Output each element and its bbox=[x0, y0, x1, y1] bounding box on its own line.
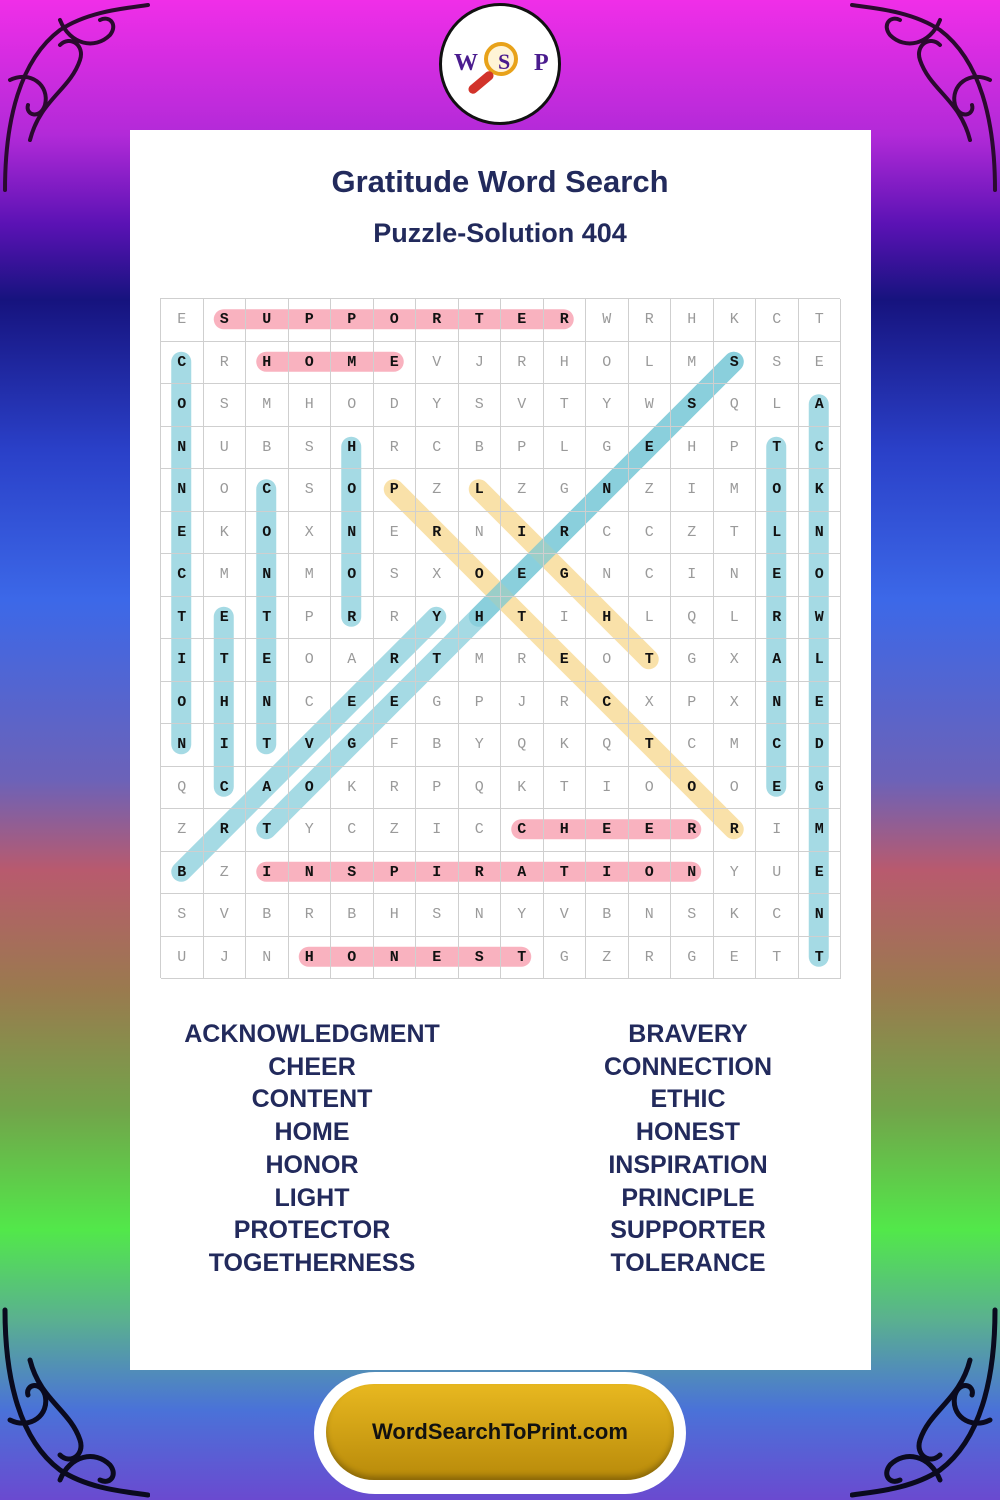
grid-cell[interactable]: C bbox=[161, 342, 204, 385]
grid-cell[interactable]: O bbox=[756, 469, 799, 512]
grid-cell[interactable]: S bbox=[289, 427, 332, 470]
page-subtitle: Puzzle-Solution 404 bbox=[373, 218, 627, 248]
grid-cell[interactable]: R bbox=[544, 682, 587, 725]
grid-cell[interactable]: O bbox=[586, 639, 629, 682]
word-list-right bbox=[508, 1018, 868, 1280]
grid-cell[interactable]: W bbox=[629, 384, 672, 427]
grid-cell[interactable]: U bbox=[246, 299, 289, 342]
grid-cell[interactable]: O bbox=[671, 767, 714, 810]
grid-cell[interactable]: C bbox=[289, 682, 332, 725]
grid-cell[interactable]: L bbox=[629, 597, 672, 640]
grid-cell[interactable]: N bbox=[586, 469, 629, 512]
grid-cell[interactable]: M bbox=[714, 724, 757, 767]
page-title: Gratitude Word Search bbox=[331, 164, 669, 199]
grid-cell[interactable]: Z bbox=[374, 809, 417, 852]
grid-cell[interactable]: E bbox=[501, 299, 544, 342]
website-link-button[interactable]: WordSearchToPrint.com bbox=[326, 1384, 674, 1480]
word-list-item: CONNECTION bbox=[603, 1052, 773, 1081]
grid-cell[interactable]: N bbox=[799, 894, 842, 937]
grid-cell[interactable]: O bbox=[714, 767, 757, 810]
ornament-bottom-left bbox=[0, 1300, 150, 1500]
grid-cell[interactable]: C bbox=[799, 427, 842, 470]
grid-cell[interactable]: C bbox=[204, 767, 247, 810]
wsp-logo[interactable] bbox=[439, 3, 561, 125]
grid-cell[interactable]: E bbox=[756, 554, 799, 597]
grid-cell[interactable]: O bbox=[246, 512, 289, 555]
grid-cell[interactable]: B bbox=[246, 427, 289, 470]
grid-cell[interactable]: E bbox=[501, 554, 544, 597]
grid-cell[interactable]: E bbox=[246, 639, 289, 682]
grid-cell[interactable]: N bbox=[586, 554, 629, 597]
grid-cell[interactable]: R bbox=[331, 597, 374, 640]
grid-cell[interactable]: R bbox=[671, 809, 714, 852]
logo-letter-w: W bbox=[454, 50, 478, 76]
grid-cell[interactable]: R bbox=[544, 512, 587, 555]
grid-cell[interactable]: Q bbox=[459, 767, 502, 810]
grid-cell[interactable]: S bbox=[331, 852, 374, 895]
grid-cell[interactable]: E bbox=[799, 852, 842, 895]
grid-cell[interactable]: C bbox=[756, 724, 799, 767]
grid-cell[interactable]: C bbox=[246, 469, 289, 512]
letter-grid bbox=[160, 298, 840, 978]
grid-cell[interactable]: P bbox=[714, 427, 757, 470]
grid-cell[interactable]: O bbox=[161, 682, 204, 725]
grid-cell[interactable]: S bbox=[671, 894, 714, 937]
grid-cell[interactable]: N bbox=[161, 427, 204, 470]
grid-cell[interactable]: B bbox=[161, 852, 204, 895]
grid-cell[interactable]: T bbox=[416, 639, 459, 682]
grid-cell[interactable]: K bbox=[544, 724, 587, 767]
grid-cell[interactable]: N bbox=[671, 852, 714, 895]
grid-cell[interactable]: B bbox=[331, 894, 374, 937]
grid-cell[interactable]: F bbox=[374, 724, 417, 767]
grid-cell[interactable]: Z bbox=[671, 512, 714, 555]
grid-cell[interactable]: O bbox=[629, 852, 672, 895]
grid-cell[interactable]: V bbox=[416, 342, 459, 385]
grid-cell[interactable]: T bbox=[459, 299, 502, 342]
grid-cell[interactable]: K bbox=[714, 299, 757, 342]
grid-cell[interactable]: E bbox=[629, 427, 672, 470]
grid-cell[interactable]: N bbox=[459, 512, 502, 555]
grid-cell[interactable]: A bbox=[756, 639, 799, 682]
grid-cell[interactable]: I bbox=[671, 554, 714, 597]
logo-letter-s: S bbox=[498, 49, 511, 74]
grid-cell[interactable]: N bbox=[161, 724, 204, 767]
grid-cell[interactable]: S bbox=[289, 469, 332, 512]
grid-cell[interactable]: T bbox=[246, 597, 289, 640]
grid-cell[interactable]: T bbox=[544, 384, 587, 427]
grid-cell[interactable]: M bbox=[289, 554, 332, 597]
grid-cell[interactable]: R bbox=[501, 342, 544, 385]
grid-cell[interactable]: N bbox=[756, 682, 799, 725]
grid-cell[interactable]: P bbox=[501, 427, 544, 470]
grid-cell[interactable]: R bbox=[416, 299, 459, 342]
grid-cell[interactable]: H bbox=[331, 427, 374, 470]
grid-cell[interactable]: M bbox=[671, 342, 714, 385]
grid-cell[interactable]: V bbox=[501, 384, 544, 427]
grid-cell[interactable]: Z bbox=[501, 469, 544, 512]
word-list-item: TOLERANCE bbox=[610, 1248, 766, 1277]
word-list-item: TOGETHERNESS bbox=[208, 1248, 416, 1277]
grid-cell[interactable]: I bbox=[756, 809, 799, 852]
word-list-item: HONOR bbox=[265, 1150, 359, 1179]
grid-cell[interactable]: O bbox=[204, 469, 247, 512]
grid-cell[interactable]: I bbox=[671, 469, 714, 512]
grid-cell[interactable]: D bbox=[799, 724, 842, 767]
grid-cell[interactable]: Y bbox=[416, 384, 459, 427]
grid-cell[interactable]: G bbox=[544, 937, 587, 980]
grid-cell[interactable]: P bbox=[374, 852, 417, 895]
grid-cell[interactable]: H bbox=[289, 937, 332, 980]
grid-cell[interactable]: O bbox=[459, 554, 502, 597]
grid-cell[interactable]: A bbox=[246, 767, 289, 810]
grid-cell[interactable]: P bbox=[374, 469, 417, 512]
grid-cell[interactable]: R bbox=[629, 937, 672, 980]
grid-cell[interactable]: S bbox=[671, 384, 714, 427]
grid-cell[interactable]: A bbox=[331, 639, 374, 682]
grid-cell[interactable]: E bbox=[714, 937, 757, 980]
grid-cell[interactable]: U bbox=[756, 852, 799, 895]
grid-cell[interactable]: T bbox=[246, 809, 289, 852]
grid-cell[interactable]: E bbox=[331, 682, 374, 725]
grid-cell[interactable]: L bbox=[459, 469, 502, 512]
grid-cell[interactable]: A bbox=[799, 384, 842, 427]
grid-cell[interactable]: T bbox=[714, 512, 757, 555]
word-list-item: CONTENT bbox=[251, 1085, 373, 1114]
grid-cell[interactable]: S bbox=[416, 894, 459, 937]
grid-cell[interactable]: E bbox=[161, 299, 204, 342]
grid-cell[interactable]: R bbox=[374, 597, 417, 640]
grid-cell[interactable]: I bbox=[204, 724, 247, 767]
grid-cell[interactable]: S bbox=[714, 342, 757, 385]
grid-cell[interactable]: G bbox=[544, 554, 587, 597]
grid-cell[interactable]: O bbox=[799, 554, 842, 597]
grid-cell[interactable]: R bbox=[416, 512, 459, 555]
grid-cell[interactable]: R bbox=[204, 342, 247, 385]
grid-cell[interactable]: N bbox=[289, 852, 332, 895]
grid-cell[interactable]: S bbox=[459, 937, 502, 980]
grid-cell[interactable]: E bbox=[756, 767, 799, 810]
word-search-grid bbox=[160, 298, 840, 978]
grid-cell[interactable]: E bbox=[374, 682, 417, 725]
grid-cell[interactable]: H bbox=[671, 427, 714, 470]
word-list-item: CHEER bbox=[268, 1052, 356, 1081]
grid-cell[interactable]: E bbox=[586, 809, 629, 852]
grid-cell[interactable]: S bbox=[374, 554, 417, 597]
grid-cell[interactable]: W bbox=[799, 597, 842, 640]
grid-cell[interactable]: R bbox=[629, 299, 672, 342]
grid-cell[interactable]: E bbox=[161, 512, 204, 555]
word-list-item: SUPPORTER bbox=[610, 1216, 766, 1245]
grid-cell[interactable]: I bbox=[246, 852, 289, 895]
grid-cell[interactable]: C bbox=[501, 809, 544, 852]
grid-cell[interactable]: P bbox=[671, 682, 714, 725]
grid-cell[interactable]: I bbox=[586, 852, 629, 895]
grid-cell[interactable]: R bbox=[501, 639, 544, 682]
grid-cell[interactable]: R bbox=[756, 597, 799, 640]
grid-cell[interactable]: C bbox=[331, 809, 374, 852]
grid-cell[interactable]: E bbox=[544, 639, 587, 682]
grid-cell[interactable]: O bbox=[161, 384, 204, 427]
grid-cell[interactable]: K bbox=[714, 894, 757, 937]
grid-cell[interactable]: U bbox=[204, 427, 247, 470]
grid-cell[interactable]: M bbox=[714, 469, 757, 512]
grid-cell[interactable]: J bbox=[501, 682, 544, 725]
grid-cell[interactable]: C bbox=[416, 427, 459, 470]
grid-cell[interactable]: T bbox=[756, 427, 799, 470]
grid-cell[interactable]: H bbox=[246, 342, 289, 385]
word-list-item: PRINCIPLE bbox=[621, 1183, 755, 1212]
grid-cell[interactable]: I bbox=[544, 597, 587, 640]
grid-cell[interactable]: Z bbox=[161, 809, 204, 852]
grid-cell[interactable]: R bbox=[289, 894, 332, 937]
grid-cell[interactable]: H bbox=[544, 809, 587, 852]
grid-cell[interactable]: S bbox=[204, 384, 247, 427]
grid-cell[interactable]: N bbox=[246, 682, 289, 725]
grid-cell[interactable]: S bbox=[756, 342, 799, 385]
grid-cell[interactable]: H bbox=[459, 597, 502, 640]
ornament-bottom-right bbox=[850, 1300, 1000, 1500]
grid-cell[interactable]: R bbox=[714, 809, 757, 852]
grid-cell[interactable]: K bbox=[799, 469, 842, 512]
grid-cell[interactable]: O bbox=[331, 384, 374, 427]
word-list-item: PROTECTOR bbox=[233, 1216, 391, 1245]
grid-cell[interactable]: T bbox=[246, 724, 289, 767]
grid-cell[interactable]: O bbox=[374, 299, 417, 342]
grid-cell[interactable]: T bbox=[799, 937, 842, 980]
grid-cell[interactable]: B bbox=[246, 894, 289, 937]
grid-cell[interactable]: C bbox=[629, 554, 672, 597]
grid-cell[interactable]: X bbox=[714, 682, 757, 725]
grid-cell[interactable]: M bbox=[331, 342, 374, 385]
grid-cell[interactable]: B bbox=[459, 427, 502, 470]
grid-cell[interactable]: G bbox=[586, 427, 629, 470]
grid-cell[interactable]: O bbox=[289, 767, 332, 810]
grid-cell[interactable]: O bbox=[331, 937, 374, 980]
grid-cell[interactable]: O bbox=[289, 639, 332, 682]
grid-cell[interactable]: T bbox=[204, 639, 247, 682]
grid-cell[interactable]: O bbox=[629, 767, 672, 810]
grid-cell[interactable]: G bbox=[799, 767, 842, 810]
grid-cell[interactable]: T bbox=[629, 724, 672, 767]
grid-cell[interactable]: P bbox=[289, 299, 332, 342]
grid-cell[interactable]: M bbox=[246, 384, 289, 427]
word-list-left bbox=[132, 1018, 492, 1280]
grid-cell[interactable]: R bbox=[374, 767, 417, 810]
grid-cell[interactable]: I bbox=[416, 852, 459, 895]
grid-cell[interactable]: T bbox=[799, 299, 842, 342]
grid-cell[interactable]: L bbox=[629, 342, 672, 385]
word-list-item: INSPIRATION bbox=[608, 1150, 768, 1179]
grid-cell[interactable]: N bbox=[374, 937, 417, 980]
grid-cell[interactable]: N bbox=[714, 554, 757, 597]
grid-cell[interactable]: M bbox=[204, 554, 247, 597]
word-list-item: HOME bbox=[274, 1118, 350, 1147]
grid-cell[interactable]: C bbox=[586, 682, 629, 725]
grid-cell[interactable]: E bbox=[374, 512, 417, 555]
grid-cell[interactable]: M bbox=[799, 809, 842, 852]
grid-cell[interactable]: I bbox=[416, 809, 459, 852]
grid-cell[interactable]: G bbox=[671, 937, 714, 980]
grid-cell[interactable]: O bbox=[331, 469, 374, 512]
grid-cell[interactable]: B bbox=[586, 894, 629, 937]
grid-cell[interactable]: M bbox=[459, 639, 502, 682]
grid-cell[interactable]: I bbox=[501, 512, 544, 555]
grid-cell[interactable]: P bbox=[331, 299, 374, 342]
grid-cell[interactable]: N bbox=[161, 469, 204, 512]
grid-cell[interactable]: N bbox=[459, 894, 502, 937]
grid-cell[interactable]: X bbox=[289, 512, 332, 555]
grid-cell[interactable]: R bbox=[374, 427, 417, 470]
grid-cell[interactable]: E bbox=[416, 937, 459, 980]
word-list-item: LIGHT bbox=[274, 1183, 350, 1212]
grid-cell[interactable]: H bbox=[586, 597, 629, 640]
grid-cell[interactable]: H bbox=[204, 682, 247, 725]
grid-cell[interactable]: E bbox=[204, 597, 247, 640]
grid-cell[interactable]: O bbox=[331, 554, 374, 597]
grid-cell[interactable]: Y bbox=[459, 724, 502, 767]
grid-cell[interactable]: Y bbox=[714, 852, 757, 895]
grid-cell[interactable]: T bbox=[756, 937, 799, 980]
grid-cell[interactable]: K bbox=[204, 512, 247, 555]
grid-cell[interactable]: D bbox=[374, 384, 417, 427]
grid-cell[interactable]: Z bbox=[416, 469, 459, 512]
word-list-item: BRAVERY bbox=[628, 1020, 748, 1048]
grid-cell[interactable]: V bbox=[289, 724, 332, 767]
logo-letter-p: P bbox=[534, 50, 549, 76]
grid-cell[interactable]: C bbox=[459, 809, 502, 852]
word-list-item: HONEST bbox=[635, 1118, 741, 1147]
grid-cell[interactable]: S bbox=[459, 384, 502, 427]
grid-cell[interactable]: J bbox=[204, 937, 247, 980]
grid-cell[interactable]: G bbox=[544, 469, 587, 512]
grid-cell[interactable]: H bbox=[289, 384, 332, 427]
grid-cell[interactable]: S bbox=[161, 894, 204, 937]
grid-cell[interactable]: N bbox=[331, 512, 374, 555]
grid-cell[interactable]: Q bbox=[671, 597, 714, 640]
grid-cell[interactable]: E bbox=[629, 809, 672, 852]
grid-cell[interactable]: G bbox=[671, 639, 714, 682]
grid-cell[interactable]: E bbox=[799, 342, 842, 385]
grid-cell[interactable]: R bbox=[204, 809, 247, 852]
grid-cell[interactable]: Q bbox=[714, 384, 757, 427]
grid-cell[interactable]: L bbox=[756, 512, 799, 555]
grid-cell[interactable]: T bbox=[501, 597, 544, 640]
grid-cell[interactable]: E bbox=[374, 342, 417, 385]
grid-cell[interactable]: V bbox=[544, 894, 587, 937]
grid-cell[interactable]: E bbox=[799, 682, 842, 725]
grid-cell[interactable]: T bbox=[629, 639, 672, 682]
grid-cell[interactable]: C bbox=[756, 299, 799, 342]
grid-cell[interactable]: R bbox=[544, 299, 587, 342]
grid-cell[interactable]: N bbox=[246, 937, 289, 980]
grid-cell[interactable]: C bbox=[629, 512, 672, 555]
grid-cell[interactable]: G bbox=[416, 682, 459, 725]
grid-cell[interactable]: T bbox=[161, 597, 204, 640]
grid-cell[interactable]: C bbox=[586, 512, 629, 555]
grid-cell[interactable]: I bbox=[586, 767, 629, 810]
grid-cell[interactable]: H bbox=[671, 299, 714, 342]
grid-cell[interactable]: X bbox=[714, 639, 757, 682]
grid-cell[interactable]: W bbox=[586, 299, 629, 342]
grid-cell[interactable]: N bbox=[629, 894, 672, 937]
grid-cell[interactable]: R bbox=[459, 852, 502, 895]
grid-cell[interactable]: L bbox=[544, 427, 587, 470]
grid-cell[interactable]: Q bbox=[586, 724, 629, 767]
grid-cell[interactable]: I bbox=[161, 639, 204, 682]
grid-cell[interactable]: T bbox=[501, 937, 544, 980]
grid-cell[interactable]: N bbox=[799, 512, 842, 555]
grid-cell[interactable]: Z bbox=[586, 937, 629, 980]
grid-cell[interactable]: T bbox=[544, 767, 587, 810]
grid-cell[interactable]: C bbox=[671, 724, 714, 767]
grid-cell[interactable]: N bbox=[246, 554, 289, 597]
grid-cell[interactable]: Y bbox=[289, 809, 332, 852]
grid-cell[interactable]: H bbox=[374, 894, 417, 937]
grid-cell[interactable]: O bbox=[289, 342, 332, 385]
grid-cell[interactable]: O bbox=[586, 342, 629, 385]
grid-cell[interactable]: Y bbox=[501, 894, 544, 937]
grid-cell[interactable]: Y bbox=[586, 384, 629, 427]
grid-cell[interactable]: B bbox=[416, 724, 459, 767]
word-list-item: ETHIC bbox=[650, 1085, 726, 1114]
grid-cell[interactable]: T bbox=[544, 852, 587, 895]
grid-cell[interactable]: G bbox=[331, 724, 374, 767]
grid-cell[interactable]: L bbox=[714, 597, 757, 640]
grid-cell[interactable]: A bbox=[501, 852, 544, 895]
grid-cell[interactable]: K bbox=[331, 767, 374, 810]
grid-cell[interactable]: R bbox=[374, 639, 417, 682]
word-list-item: ACKNOWLEDGMENT bbox=[184, 1020, 440, 1048]
grid-cell[interactable]: K bbox=[501, 767, 544, 810]
grid-cell[interactable]: X bbox=[416, 554, 459, 597]
grid-cell[interactable]: Z bbox=[204, 852, 247, 895]
grid-cell[interactable]: S bbox=[204, 299, 247, 342]
grid-cell[interactable]: C bbox=[756, 894, 799, 937]
grid-cell[interactable]: H bbox=[544, 342, 587, 385]
grid-cell[interactable]: Z bbox=[629, 469, 672, 512]
grid-cell[interactable]: J bbox=[459, 342, 502, 385]
grid-cell[interactable]: U bbox=[161, 937, 204, 980]
grid-cell[interactable]: L bbox=[799, 639, 842, 682]
grid-cell[interactable]: C bbox=[161, 554, 204, 597]
grid-cell[interactable]: V bbox=[204, 894, 247, 937]
grid-cell[interactable]: X bbox=[629, 682, 672, 725]
grid-cell[interactable]: Q bbox=[501, 724, 544, 767]
grid-cell[interactable]: P bbox=[416, 767, 459, 810]
grid-cell[interactable]: P bbox=[289, 597, 332, 640]
grid-cell[interactable]: Q bbox=[161, 767, 204, 810]
grid-cell[interactable]: Y bbox=[416, 597, 459, 640]
grid-cell[interactable]: L bbox=[756, 384, 799, 427]
grid-cell[interactable]: P bbox=[459, 682, 502, 725]
